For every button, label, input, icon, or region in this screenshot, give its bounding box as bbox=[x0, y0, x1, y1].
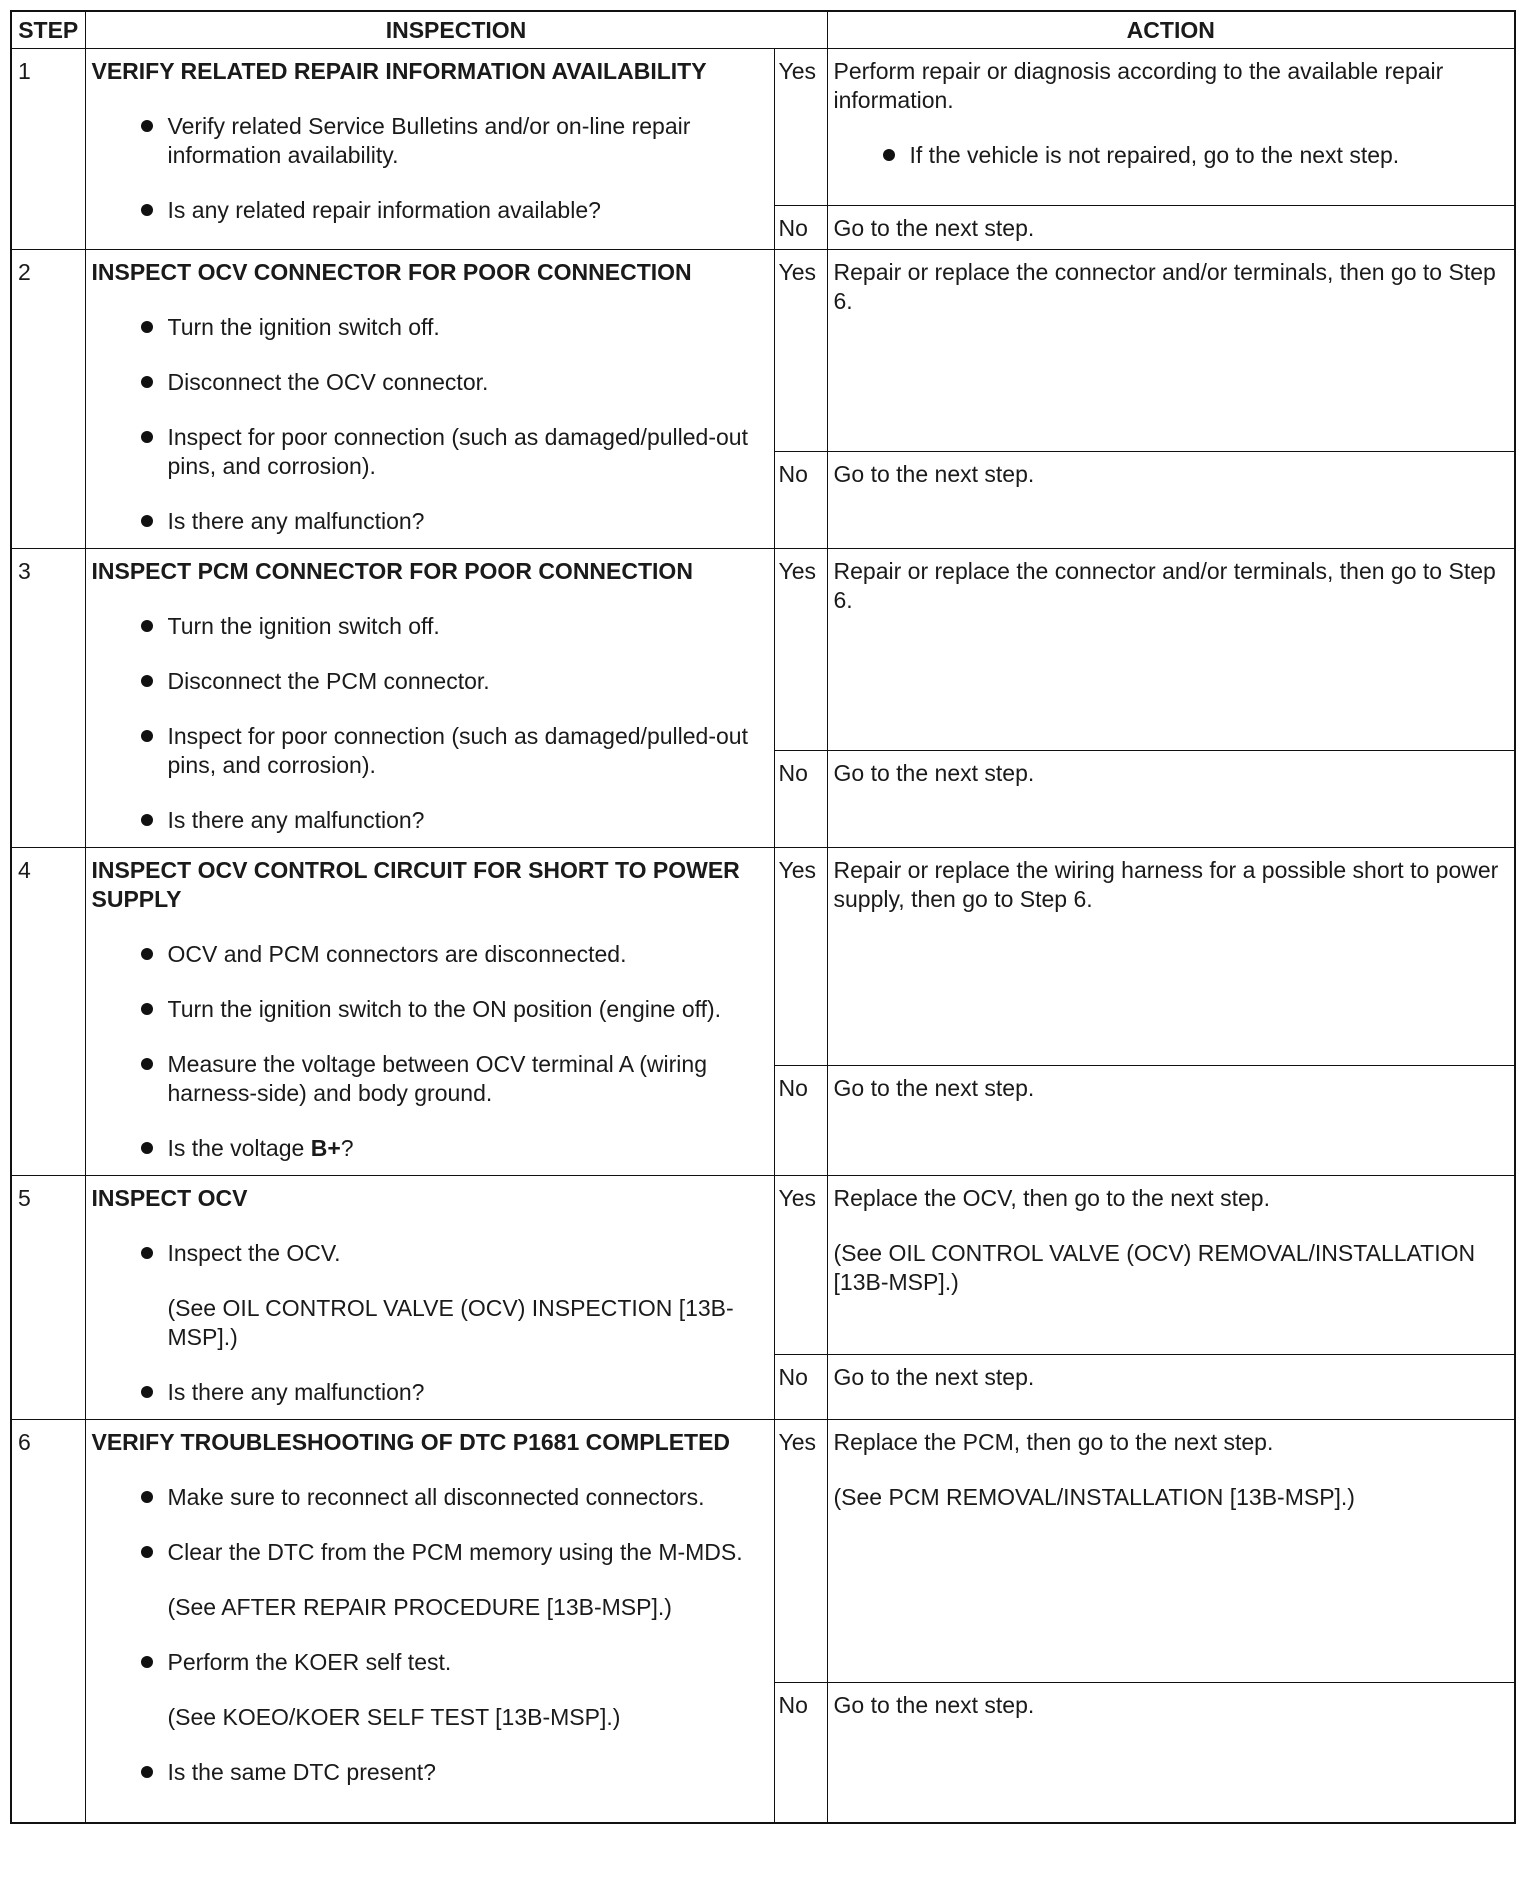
yes-action bbox=[827, 1176, 1515, 1355]
item-text: Is there any malfunction? bbox=[167, 1379, 425, 1405]
item-bold-value: B+ bbox=[310, 1135, 341, 1161]
action-text: Replace the OCV, then go to the next step. bbox=[833, 1185, 1270, 1211]
inspection-bullet bbox=[92, 368, 764, 397]
action-bullet: If the vehicle is not repaired, go to the next step. bbox=[834, 141, 1505, 170]
no-label: No bbox=[774, 452, 827, 549]
inspection-bullet bbox=[92, 806, 764, 835]
yes-action bbox=[827, 250, 1515, 452]
inspection-bullet bbox=[92, 667, 764, 696]
inspection-bullet bbox=[92, 1050, 764, 1108]
inspection-table bbox=[10, 10, 1516, 1824]
step-title: VERIFY TROUBLESHOOTING OF DTC P1681 COMPLETED bbox=[91, 1429, 731, 1455]
step-number: 3 bbox=[11, 549, 85, 848]
item-text: Turn the ignition switch off. bbox=[167, 314, 440, 340]
step-title: INSPECT PCM CONNECTOR FOR POOR CONNECTION bbox=[91, 558, 693, 584]
step-number: 6 bbox=[11, 1420, 85, 1823]
item-text: Inspect for poor connection (such as damaged/pulled-out pins, and corrosion). bbox=[167, 424, 748, 479]
yes-action bbox=[827, 49, 1515, 206]
no-action bbox=[827, 452, 1515, 549]
item-text: Disconnect the OCV connector. bbox=[167, 369, 489, 395]
no-label: No bbox=[774, 206, 827, 250]
step-row bbox=[11, 549, 1515, 751]
inspection-bullet bbox=[92, 1483, 764, 1512]
item-text: Inspect the OCV. bbox=[167, 1240, 341, 1266]
step-number: 5 bbox=[11, 1176, 85, 1420]
yes-label: Yes bbox=[774, 250, 827, 452]
step-title: VERIFY RELATED REPAIR INFORMATION AVAILABILITY bbox=[91, 58, 707, 84]
action-text: Go to the next step. bbox=[833, 1692, 1035, 1718]
inspection-bullet bbox=[92, 507, 764, 536]
no-action bbox=[827, 1683, 1515, 1823]
item-text: Turn the ignition switch off. bbox=[167, 613, 440, 639]
no-label: No bbox=[774, 1683, 827, 1823]
yes-action bbox=[827, 848, 1515, 1066]
yes-label: Yes bbox=[774, 1420, 827, 1683]
action-text: Go to the next step. bbox=[833, 215, 1035, 241]
item-text: OCV and PCM connectors are disconnected. bbox=[167, 941, 627, 967]
step-row bbox=[11, 1420, 1515, 1683]
item-text: Is the voltage bbox=[167, 1135, 311, 1161]
yes-label: Yes bbox=[774, 1176, 827, 1355]
procedure-document bbox=[10, 10, 1514, 1824]
inspection-bullet bbox=[92, 1538, 764, 1567]
item-text-after: ? bbox=[340, 1135, 354, 1161]
item-text: (See KOEO/KOER SELF TEST [13B-MSP].) bbox=[167, 1704, 621, 1730]
inspection-bullet bbox=[92, 313, 764, 342]
action-text: (See PCM REMOVAL/INSTALLATION [13B-MSP].) bbox=[833, 1484, 1355, 1510]
yes-action bbox=[827, 549, 1515, 751]
reference-note bbox=[92, 1294, 764, 1352]
no-action bbox=[827, 751, 1515, 848]
no-action bbox=[827, 1065, 1515, 1175]
item-text: (See OIL CONTROL VALVE (OCV) INSPECTION [13B-MSP].) bbox=[167, 1295, 734, 1350]
action-text: Repair or replace the connector and/or terminals, then go to Step 6. bbox=[833, 259, 1496, 314]
no-label: No bbox=[774, 1355, 827, 1420]
item-text: Disconnect the PCM connector. bbox=[167, 668, 490, 694]
action-text: Go to the next step. bbox=[833, 1074, 1035, 1101]
item-text: Is there any malfunction? bbox=[167, 807, 425, 833]
reference-note bbox=[92, 1593, 764, 1622]
action-text: (See OIL CONTROL VALVE (OCV) REMOVAL/INSTALLATION [13B-MSP].) bbox=[833, 1240, 1476, 1295]
item-text: (See AFTER REPAIR PROCEDURE [13B-MSP].) bbox=[167, 1594, 672, 1620]
header-step: STEP bbox=[11, 11, 85, 49]
action-text: Go to the next step. bbox=[833, 1364, 1035, 1391]
step-number: 2 bbox=[11, 250, 85, 549]
action-text: Repair or replace the wiring harness for a possible short to power supply, then go to Step 6. bbox=[833, 857, 1499, 912]
item-text: Turn the ignition switch to the ON position (engine off). bbox=[167, 996, 722, 1022]
item-text: Is the same DTC present? bbox=[167, 1759, 436, 1785]
reference-note bbox=[92, 1703, 764, 1732]
inspection-bullet bbox=[92, 1378, 764, 1407]
step-number: 1 bbox=[11, 49, 85, 250]
step-title: INSPECT OCV bbox=[91, 1185, 248, 1211]
step-title: INSPECT OCV CONNECTOR FOR POOR CONNECTION bbox=[91, 259, 692, 285]
inspection-bullet bbox=[92, 423, 764, 481]
item-text: Measure the voltage between OCV terminal A (wiring harness-side) and body ground. bbox=[167, 1051, 707, 1106]
header-inspection: INSPECTION bbox=[85, 11, 827, 49]
step-row bbox=[11, 848, 1515, 1066]
inspection-cell bbox=[85, 549, 774, 848]
action-text: Repair or replace the connector and/or terminals, then go to Step 6. bbox=[833, 558, 1496, 613]
inspection-bullet bbox=[92, 1239, 764, 1268]
item-text: Is there any malfunction? bbox=[167, 508, 425, 534]
inspection-bullet bbox=[92, 612, 764, 641]
action-text: Replace the PCM, then go to the next step. bbox=[833, 1429, 1274, 1455]
action-text: Perform repair or diagnosis according to the available repair information. bbox=[833, 58, 1444, 113]
action-text: Go to the next step. bbox=[833, 461, 1035, 488]
inspection-cell bbox=[85, 848, 774, 1176]
item-text: Verify related Service Bulletins and/or on-line repair information availability. bbox=[167, 113, 691, 168]
inspection-cell bbox=[85, 49, 774, 250]
inspection-bullet bbox=[92, 995, 764, 1024]
header-action: ACTION bbox=[827, 11, 1515, 49]
inspection-bullet bbox=[92, 722, 764, 780]
yes-label: Yes bbox=[774, 848, 827, 1066]
inspection-bullet bbox=[92, 940, 764, 969]
item-text: Clear the DTC from the PCM memory using the M-MDS. bbox=[167, 1539, 743, 1565]
step-row bbox=[11, 250, 1515, 452]
no-label: No bbox=[774, 1065, 827, 1175]
item-text: Inspect for poor connection (such as damaged/pulled-out pins, and corrosion). bbox=[167, 723, 748, 778]
inspection-cell bbox=[85, 1176, 774, 1420]
inspection-cell bbox=[85, 250, 774, 549]
yes-label: Yes bbox=[774, 549, 827, 751]
yes-label: Yes bbox=[774, 49, 827, 206]
inspection-bullet bbox=[92, 1758, 764, 1787]
header-row bbox=[11, 11, 1515, 49]
item-text: Is any related repair information available? bbox=[167, 197, 601, 223]
step-row bbox=[11, 49, 1515, 206]
item-text: Perform the KOER self test. bbox=[167, 1649, 452, 1675]
item-text: Make sure to reconnect all disconnected connectors. bbox=[167, 1484, 705, 1510]
no-action bbox=[827, 206, 1515, 250]
inspection-cell bbox=[85, 1420, 774, 1823]
inspection-bullet bbox=[92, 112, 764, 170]
inspection-bullet bbox=[92, 196, 764, 225]
inspection-bullet bbox=[92, 1648, 764, 1677]
yes-action bbox=[827, 1420, 1515, 1683]
action-text: Go to the next step. bbox=[833, 760, 1035, 787]
no-action bbox=[827, 1355, 1515, 1420]
step-number: 4 bbox=[11, 848, 85, 1176]
no-label: No bbox=[774, 751, 827, 848]
step-row bbox=[11, 1176, 1515, 1355]
inspection-bullet bbox=[92, 1134, 764, 1163]
step-title: INSPECT OCV CONTROL CIRCUIT FOR SHORT TO POWER SUPPLY bbox=[91, 857, 740, 912]
